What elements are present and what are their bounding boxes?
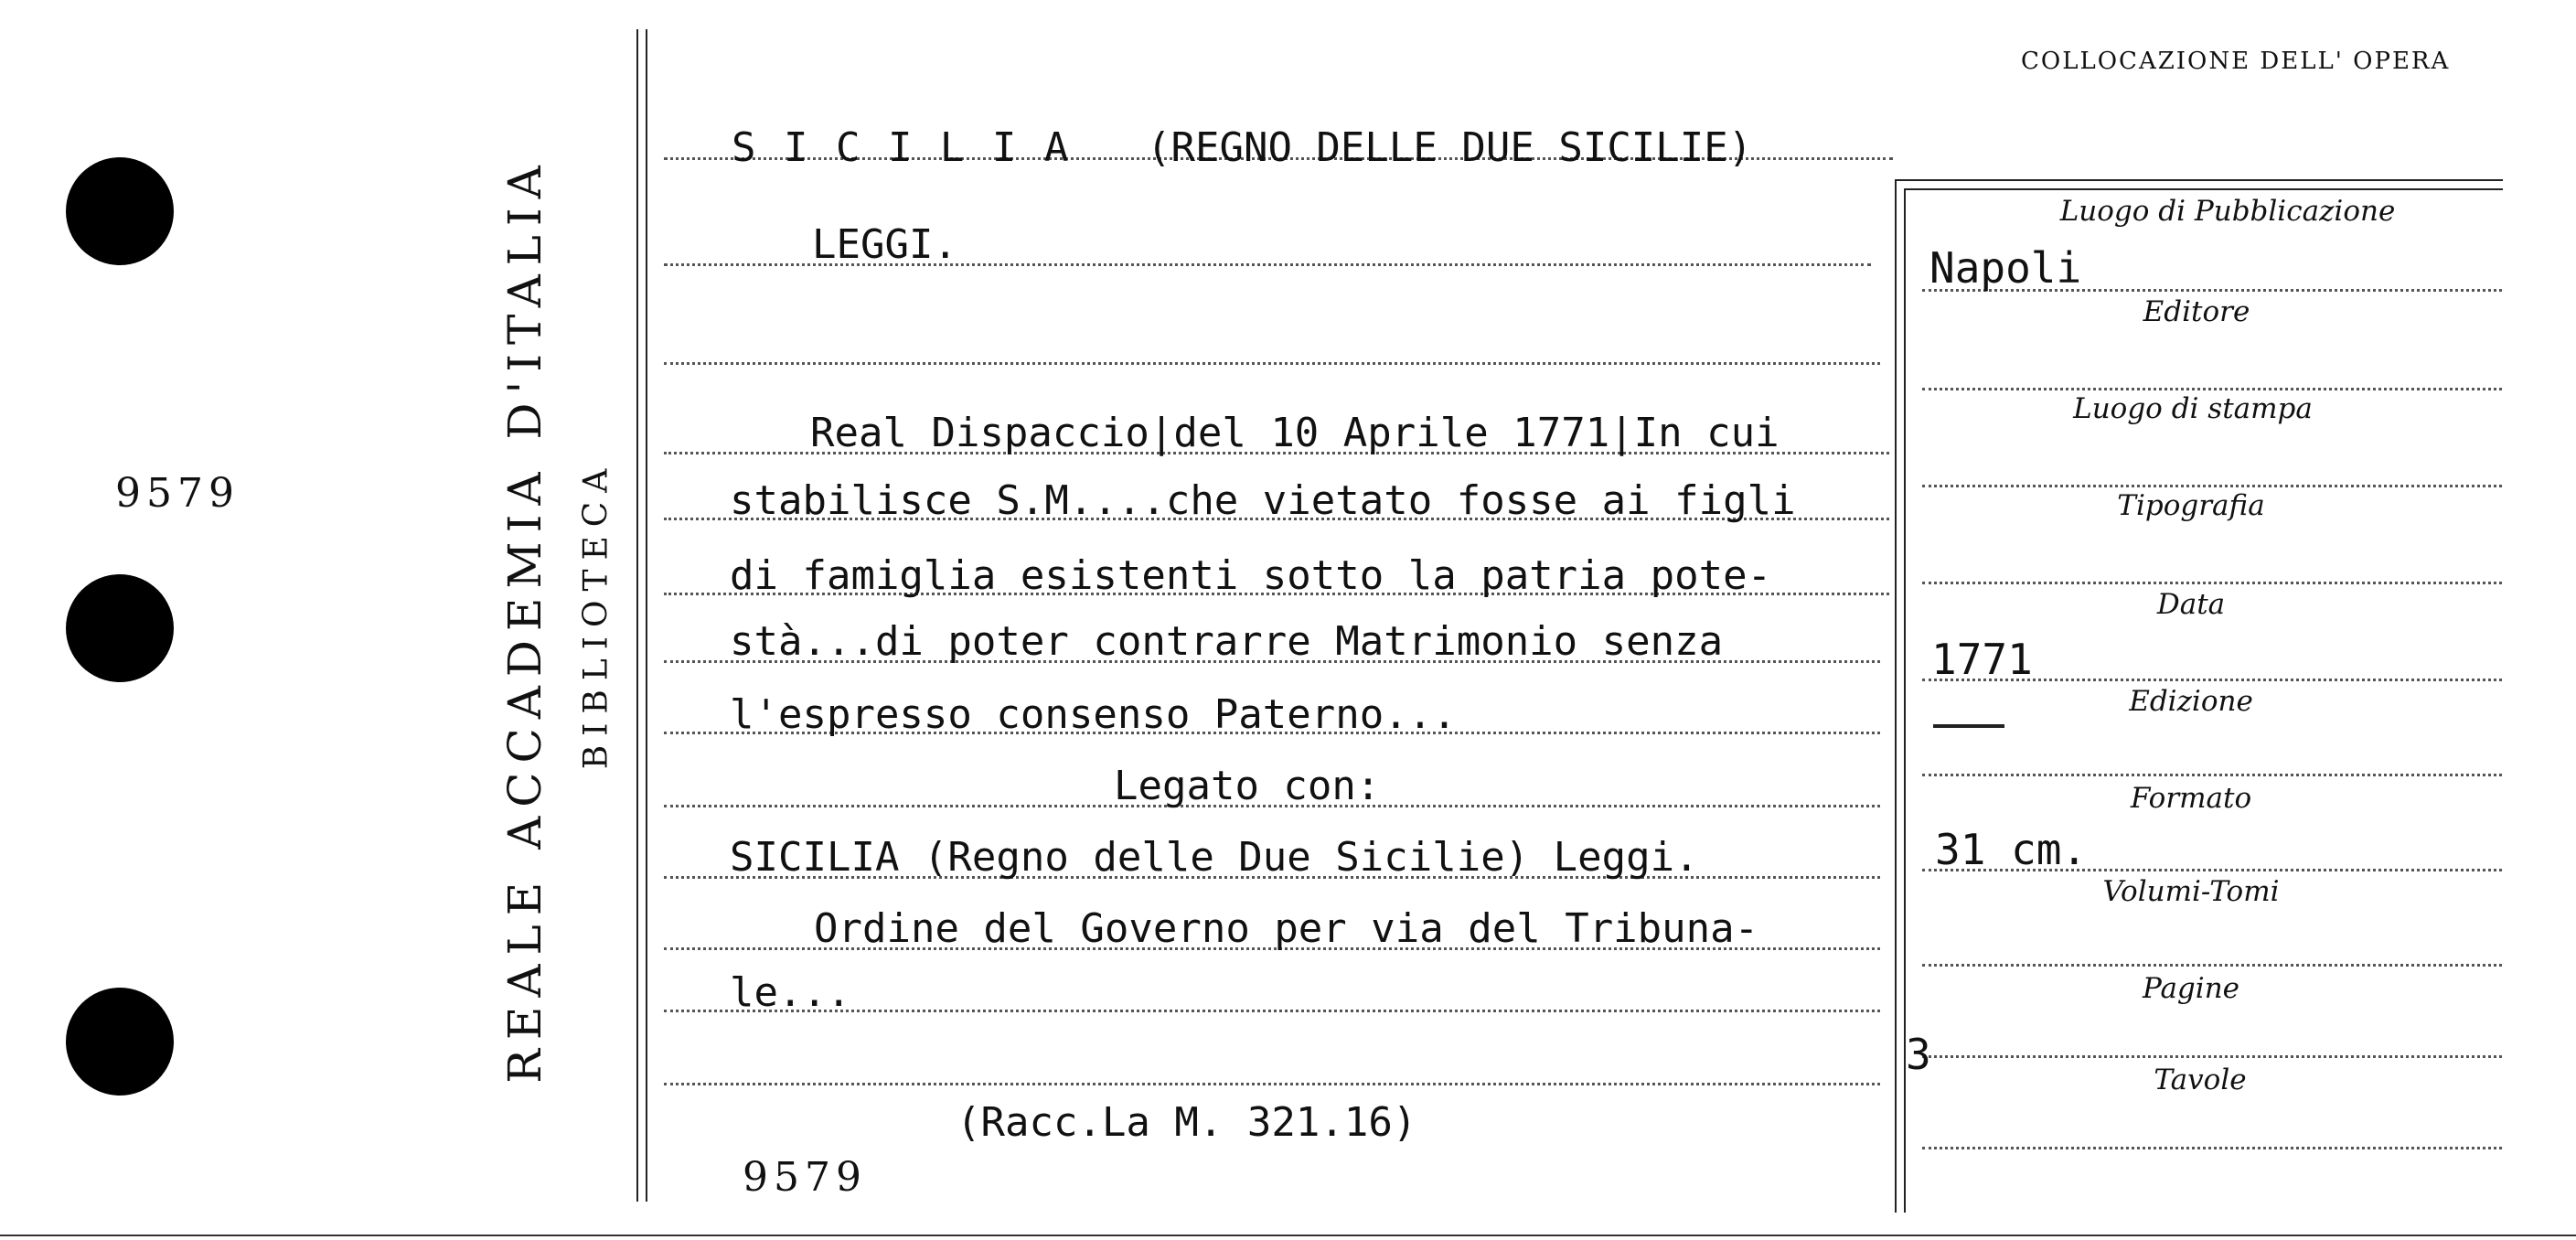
field-rule [1922,964,2502,967]
field-box-rule-outer [1895,179,1897,1213]
collocation-label: COLLOCAZIONE DELL' OPERA [2021,48,2451,75]
shelfmark: (Racc.La M. 321.16) [957,1099,1417,1146]
field-label-tavole: Tavole [2154,1064,2247,1096]
description-line: di famiglia esistenti sotto la patria pote- [730,552,1772,599]
field-value-data: 1771 [1931,635,2033,684]
punch-hole-top [66,157,174,265]
field-label-tipografia: Tipografia [2117,489,2265,522]
card-bottom-edge [0,1235,2576,1236]
edition-dash [1933,724,2004,728]
card-number-left: 9579 [115,470,240,517]
description-line: stà...di poter contrarre Matrimonio senza [730,618,1724,665]
description-line: stabilisce S.M....che vietato fosse ai figli [730,477,1796,524]
field-label-luogo-pubblicazione: Luogo di Pubblicazione [2059,195,2396,228]
ruled-line [664,1083,1880,1085]
field-rule [1922,1055,2502,1058]
description-line: SICILIA (Regno delle Due Sicilie) Leggi. [730,834,1699,881]
field-value-pagine: 3 [1906,1030,1931,1079]
field-label-formato: Formato [2130,782,2252,815]
institution-name: REALE ACCADEMIA D'ITALIA [498,156,551,1084]
field-rule [1922,774,2502,776]
heading-subject-detail: (REGNO DELLE DUE SICILIE) [1147,124,1753,171]
heading-subject: S I C I L I A [732,124,1071,171]
field-rule [1922,388,2502,390]
description-line: l'espresso consenso Paterno... [730,691,1457,738]
ruled-line [664,362,1880,365]
field-rule [1922,582,2502,584]
field-value-luogo-pubblicazione: Napoli [1929,243,2082,293]
field-label-editore: Editore [2143,295,2250,328]
field-box-top-rule [1895,179,2503,181]
heading-subheading: LEGGI. [812,221,957,268]
library-label: BIBLIOTECA [577,459,615,770]
field-rule [1922,485,2502,487]
field-value-formato: 31 cm. [1935,825,2088,874]
field-label-luogo-stampa: Luogo di stampa [2073,392,2313,425]
card-number-bottom: 9579 [743,1154,867,1201]
description-line: le... [730,969,851,1016]
description-line: Legato con: [1114,763,1381,809]
punch-hole-bottom [66,988,174,1096]
description-line: Ordine del Governo per via del Tribuna- [814,905,1759,952]
field-box-top-rule-inner [1904,188,2503,190]
left-rule-inner [646,29,647,1202]
left-rule-outer [636,29,638,1202]
field-label-volumi-tomi: Volumi-Tomi [2102,875,2280,908]
field-rule [1922,1147,2502,1149]
field-label-edizione: Edizione [2129,685,2253,718]
punch-hole-middle [66,574,174,682]
description-line: Real Dispaccio|del 10 Aprile 1771|In cui [810,410,1780,456]
field-label-pagine: Pagine [2142,972,2240,1005]
field-label-data: Data [2156,588,2226,621]
